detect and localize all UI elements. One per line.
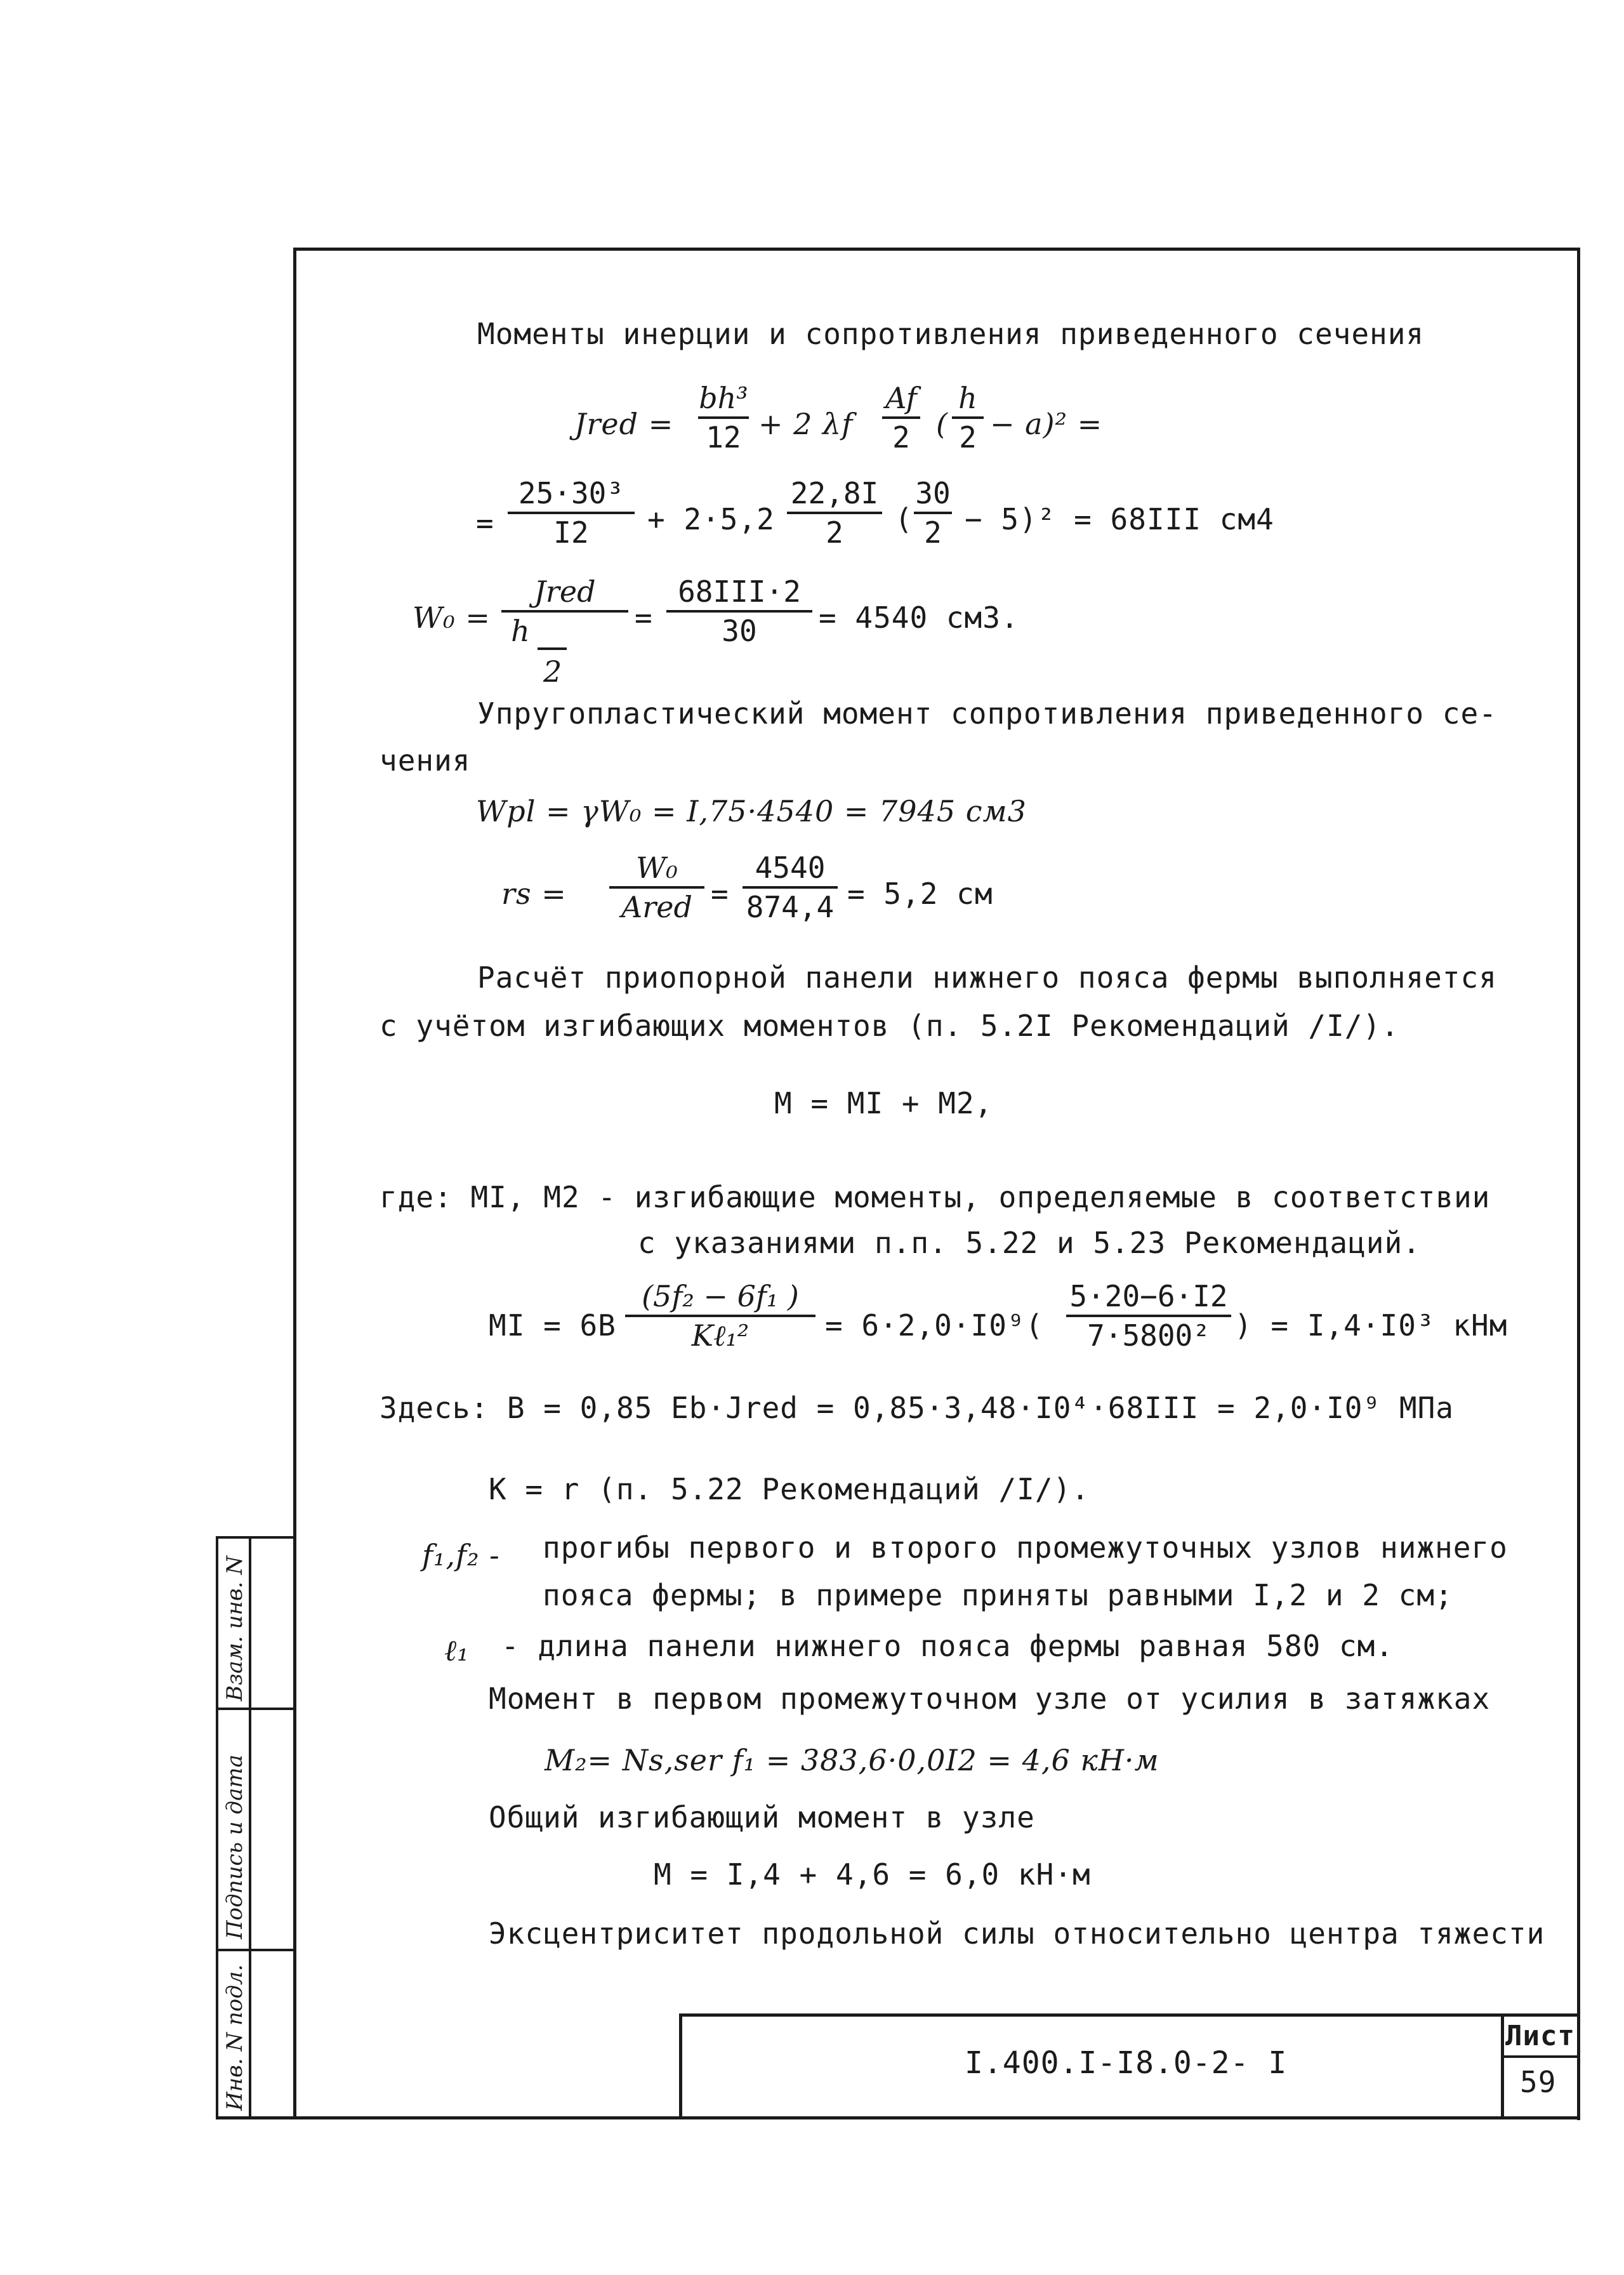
paragraph-deflections-2: пояса фермы; в примере приняты равными I,2 и 2 см; — [543, 1578, 1453, 1612]
paragraph-eccentricity: Эксцентриситет продольной силы относительно центра тяжести — [489, 1916, 1545, 1951]
symbol-l1: ℓ₁ — [444, 1633, 470, 1668]
sheet-label: Лист — [1505, 2020, 1575, 2052]
side-replace-inv: Взам. инв. N — [222, 1555, 248, 1701]
paragraph-deflections-1: прогибы первого и второго промежуточных узлов нижнего — [543, 1530, 1508, 1565]
paragraph-total-moment: Общий изгибающий момент в узле — [489, 1800, 1035, 1834]
paragraph-moment-node: Момент в первом промежуточном узле от усилия в затяжках — [489, 1681, 1491, 1716]
formula-m-total: M = I,4 + 4,6 = 6,0 кН·м — [654, 1857, 1091, 1892]
paragraph-elastoplastic-2: чения — [380, 743, 471, 778]
side-sign-date: Подпись и дата — [222, 1754, 248, 1939]
intro-text: Моменты инерции и сопротивления приведенного сечения — [477, 317, 1425, 351]
formula-m-sum: M = MI + M2, — [774, 1086, 993, 1120]
paragraph-calc-1: Расчёт приопорной панели нижнего пояса фермы выполняется — [477, 960, 1497, 995]
formula-b: Здесь: B = 0,85 Eb·Jred = 0,85·3,48·I0⁴·68III = 2,0·I0⁹ МПа — [380, 1391, 1454, 1425]
paragraph-k: K = r (п. 5.22 Рекомендаций /I/). — [489, 1472, 1090, 1506]
side-inv-no: Инв. N подл. — [222, 1964, 248, 2111]
paragraph-calc-2: с учётом изгибающих моментов (п. 5.2I Рекомендаций /I/). — [380, 1009, 1399, 1043]
paragraph-panel-length: - длина панели нижнего пояса фермы равная 580 см. — [501, 1629, 1394, 1663]
formula-m2: M₂= Ns,ser f₁ = 383,6·0,0I2 = 4,6 кН·м — [545, 1743, 1159, 1777]
frame-top — [293, 248, 1580, 251]
sheet-number: 59 — [1520, 2065, 1557, 2099]
symbol-f1-f2: f₁,f₂ - — [422, 1538, 500, 1572]
formula-wpl: Wpl = γW₀ = I,75·4540 = 7945 см3 — [476, 794, 1027, 828]
paragraph-where-2: с указаниями п.п. 5.22 и 5.23 Рекомендаций. — [638, 1226, 1421, 1260]
paragraph-elastoplastic-1: Упругопластический момент сопротивления приведенного се- — [477, 696, 1497, 731]
paragraph-where-1: где: MI, M2 - изгибающие моменты, определяемые в соответствии — [380, 1180, 1491, 1214]
frame-right — [1577, 248, 1580, 2120]
frame-left — [293, 249, 296, 2118]
frame-bottom — [216, 2116, 1580, 2119]
document-code: I.400.I-I8.0-2- I — [965, 2045, 1288, 2081]
